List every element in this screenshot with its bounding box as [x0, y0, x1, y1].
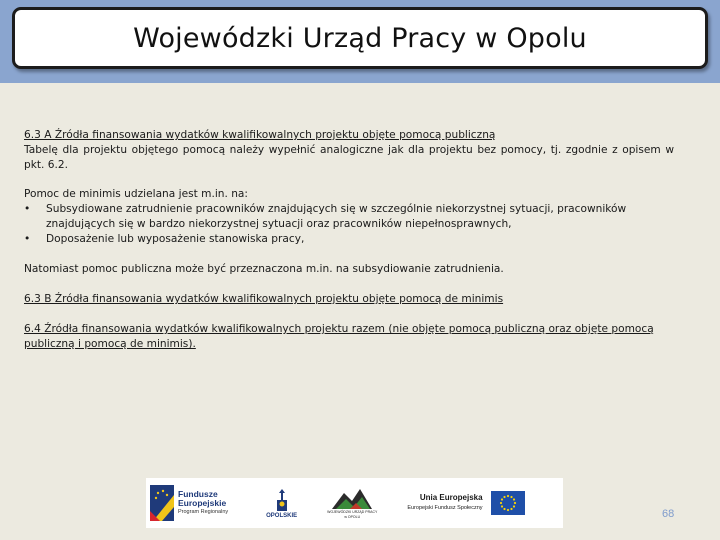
wup-logo	[327, 487, 377, 519]
opolskie-text: OPOLSKIE	[266, 512, 298, 519]
fundusze-europejskie-logo	[150, 485, 228, 521]
fe-line2: Europejskie	[178, 497, 227, 508]
section-63a-text: Tabelę dla projektu objętego pomocą należy wypełnić analogiczne jak dla projektu bez pomocy, tj. zgodnie z opisem w pkt. 6.2.	[24, 144, 674, 171]
fe-star-icon	[150, 485, 174, 521]
wup-subtext: w OPOLU	[344, 515, 361, 519]
logo-strip	[146, 478, 563, 528]
eu-flag-icon	[491, 491, 525, 515]
fe-line1: Fundusze	[178, 488, 218, 499]
section-64-heading: 6.4 Źródła finansowania wydatków kwalifikowalnych projektu razem (nie objęte pomocą publiczną oraz objęte pomocą publiczną i pomocą de minimis).	[24, 323, 654, 350]
opolskie-logo	[266, 488, 297, 519]
list-item	[24, 202, 674, 232]
unia-europejska-logo	[407, 491, 524, 515]
public-aid-note: Natomiast pomoc publiczna może być przeznaczona m.in. na subsydiowanie zatrudnienia.	[24, 263, 504, 275]
bullet-text: Subsydiowane zatrudnienie pracowników znajdujących się w szczególnie niekorzystnej sytuacji, pracowników znajdujących się w bardzo niekorzystnej sytuacji oraz pracowników niepełnosprawnych,	[46, 203, 627, 230]
wup-text: WOJEWÓDZKI URZĄD PRACY	[327, 510, 378, 514]
opolskie-emblem-icon	[274, 488, 290, 512]
bullet-glyph: •	[24, 203, 31, 215]
ue-line2: Europejski Fundusz Społeczny	[407, 505, 483, 511]
slide-body	[24, 128, 674, 352]
list-item	[24, 232, 674, 247]
section-63a-heading: 6.3 A Źródła finansowania wydatków kwalifikowalnych projektu objęte pomocą publiczną	[24, 129, 496, 141]
page-title: Wojewódzki Urząd Pracy w Opolu	[133, 22, 587, 54]
fe-line3: Program Regionalny	[178, 508, 229, 515]
section-63b-heading: 6.3 B Źródła finansowania wydatków kwalifikowalnych projektu objęte pomocą de minimis	[24, 293, 504, 305]
title-box	[12, 7, 708, 69]
bullet-text: Doposażenie lub wyposażenie stanowiska pracy,	[46, 233, 305, 245]
ue-line1: Unia Europejska	[419, 493, 483, 502]
de-minimis-intro: Pomoc de minimis udzielana jest m.in. na:	[24, 188, 248, 200]
page-number: 68	[662, 508, 675, 520]
bullet-glyph: •	[24, 233, 31, 245]
wup-mountain-icon	[332, 487, 372, 509]
